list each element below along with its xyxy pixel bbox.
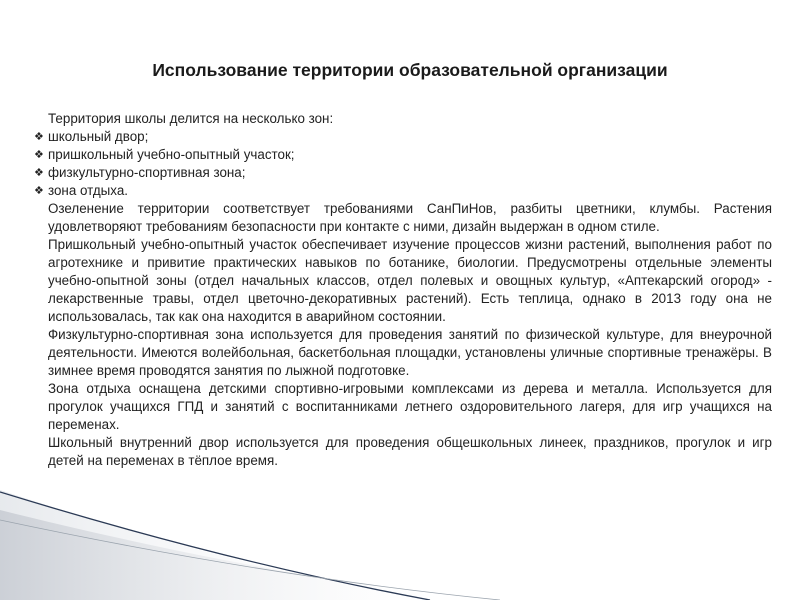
paragraph-inner-yard: Школьный внутренний двор используется для проведения общешкольных линеек, праздников, прогулок и игр детей на переменах в тёплое время.: [48, 435, 772, 468]
list-item-text: физкультурно-спортивная зона;: [48, 165, 246, 180]
diamond-bullet-icon: ❖: [34, 131, 44, 143]
list-item-text: зона отдыха.: [48, 183, 128, 198]
diamond-bullet-icon: ❖: [34, 185, 44, 197]
paragraph-greening: Озеленение территории соответствует требованиями СанПиНов, разбиты цветники, клумбы. Растения удовлетворяют требованиям безопасности при контакте с ними, дизайн выдержан в одном стиле.: [48, 201, 772, 234]
diamond-bullet-icon: ❖: [34, 167, 44, 179]
slide-body: [34, 110, 772, 470]
list-item-text: школьный двор;: [48, 129, 149, 144]
paragraph-sports-zone: Физкультурно-спортивная зона используется для проведения занятий по физической культуре, для внеурочной деятельности. Имеются волейбольная, баскетбольная площадки, установлены уличные спортивные тренажёры. В зимнее время проводятся занятия по лыжной подготовке.: [48, 327, 772, 378]
list-item: [34, 146, 772, 164]
slide-title: Использование территории образовательной организации: [152, 60, 668, 80]
list-item-text: пришкольный учебно-опытный участок;: [48, 147, 295, 162]
paragraph-rest-zone: Зона отдыха оснащена детскими спортивно-игровыми комплексами из дерева и металла. Используется для прогулок учащихся ГПД и занятий с воспитанниками летнего оздоровительного лагеря, для игр учащихся на переменах.: [48, 381, 772, 432]
list-item: [34, 164, 772, 182]
list-item: [34, 128, 772, 146]
intro-text: Территория школы делится на несколько зон:: [48, 111, 334, 126]
list-item: [34, 182, 772, 200]
paragraph-experimental-plot: Пришкольный учебно-опытный участок обеспечивает изучение процессов жизни растений, выполнения работ по агротехнике и привитие практических навыков по ботанике, биологии. Предусмотрены отдельные элементы учебно-опытной зоны (отдел начальных классов, отдел полевых и овощных культур, «Аптекарский огород» - лекарственные травы, отдел цветочно-декоративных растений). Есть теплица, однако в 2013 году она не использовалась, так как она находится в аварийном состоянии.: [48, 237, 772, 324]
zone-list: [34, 128, 772, 200]
diamond-bullet-icon: ❖: [34, 149, 44, 161]
decorative-waves: [0, 490, 800, 600]
